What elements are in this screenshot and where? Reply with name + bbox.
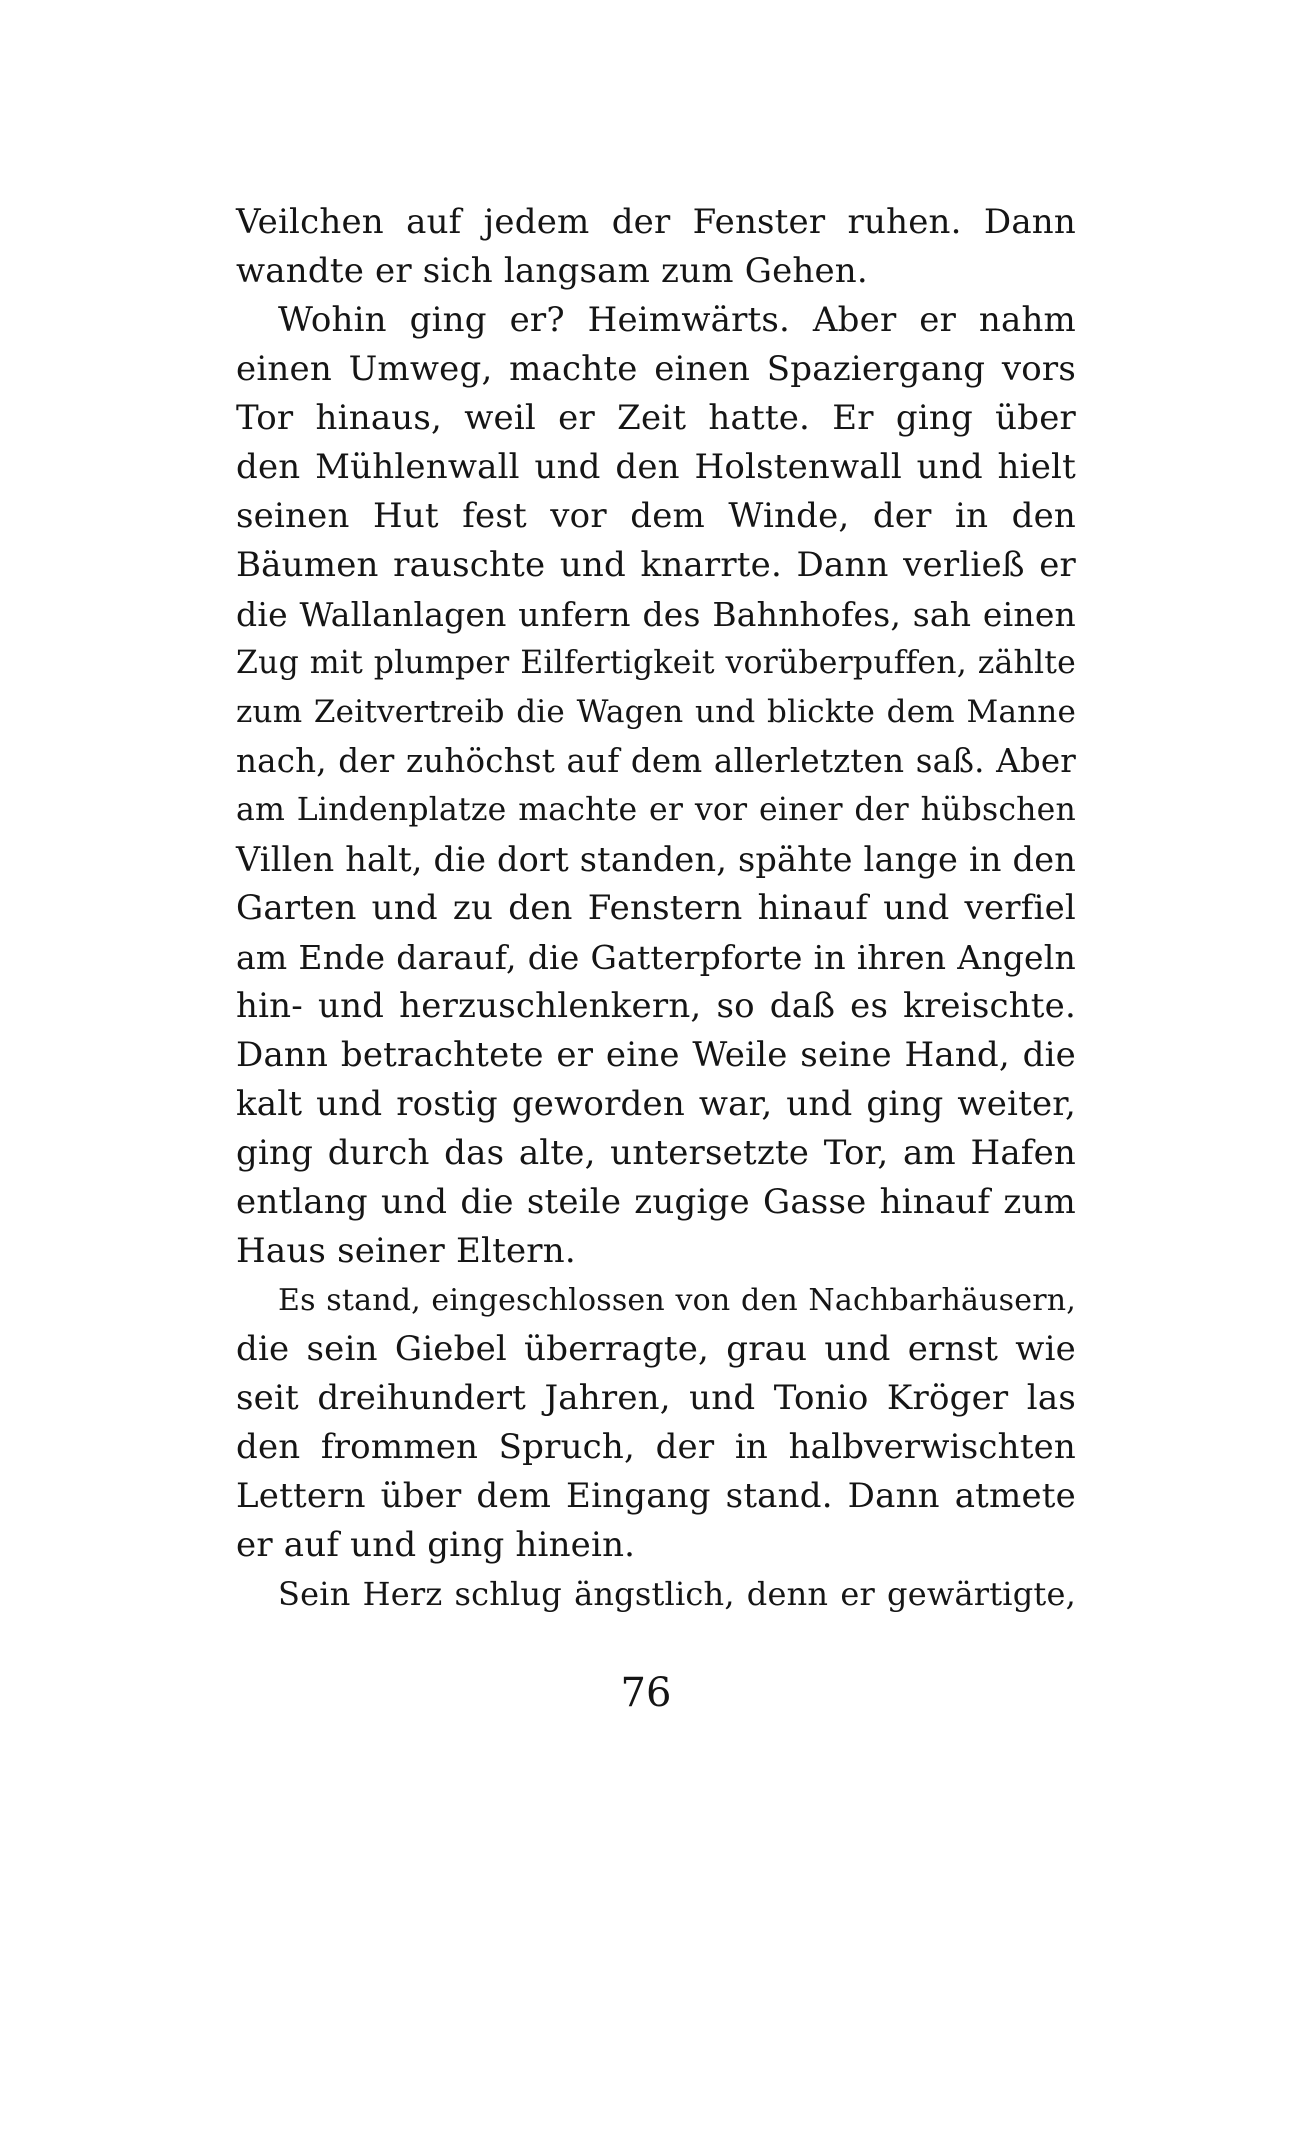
text-line: Zug mit plumper Eilfertigkeit vorüberpuffen, zählte (236, 645, 1076, 681)
text-line: am Ende darauf, die Gatterpforte in ihren Angeln (236, 938, 1076, 977)
text-line: die sein Giebel überragte, grau und ernst wie (236, 1329, 1076, 1369)
text-line: die Wallanlagen unfern des Bahnhofes, sah einen (236, 595, 1076, 634)
text-line: nach, der zuhöchst auf dem allerletzten saß. Aber (236, 742, 1076, 780)
text-line: Wohin ging er? Heimwärts. Aber er nahm (278, 300, 1076, 340)
text-line: Dann betrachtete er eine Weile seine Hand, die (236, 1035, 1076, 1075)
text-line: kalt und rostig geworden war, und ging weiter, (236, 1084, 1076, 1124)
text-line: Bäumen rauschte und knarrte. Dann verließ er (236, 545, 1076, 585)
text-line: Villen halt, die dort standen, spähte lange in den (236, 840, 1076, 879)
text-line: wandte er sich langsam zum Gehen. (236, 251, 868, 291)
text-line: Veilchen auf jedem der Fenster ruhen. Dann (236, 202, 1076, 242)
text-line: einen Umweg, machte einen Spaziergang vors (236, 349, 1076, 389)
text-line: Tor hinaus, weil er Zeit hatte. Er ging über (236, 398, 1076, 438)
text-line: ging durch das alte, untersetzte Tor, am Hafen (236, 1133, 1076, 1173)
text-line: hin- und herzuschlenkern, so daß es kreischte. (236, 986, 1076, 1026)
text-line: er auf und ging hinein. (236, 1525, 636, 1565)
text-line: Lettern über dem Eingang stand. Dann atmete (236, 1476, 1076, 1516)
text-line: Haus seiner Eltern. (236, 1231, 576, 1271)
page-number: 76 (620, 1670, 672, 1716)
text-line: zum Zeitvertreib die Wagen und blickte dem Manne (236, 694, 1076, 730)
text-line: den frommen Spruch, der in halbverwischten (236, 1427, 1076, 1467)
body-text (236, 198, 1076, 1619)
text-line: den Mühlenwall und den Holstenwall und hielt (236, 447, 1076, 487)
text-line: am Lindenplatze machte er vor einer der hübschen (236, 792, 1076, 828)
text-line: Sein Herz schlug ängstlich, denn er gewärtigte, (278, 1575, 1076, 1613)
text-line: Es stand, eingeschlossen von den Nachbarhäusern, (278, 1283, 1076, 1318)
text-line: seit dreihundert Jahren, und Tonio Kröger las (236, 1378, 1076, 1418)
text-line: Garten und zu den Fenstern hinauf und verfiel (236, 888, 1076, 928)
text-line: entlang und die steile zugige Gasse hinauf zum (236, 1182, 1076, 1222)
text-line: seinen Hut fest vor dem Winde, der in den (236, 496, 1076, 536)
